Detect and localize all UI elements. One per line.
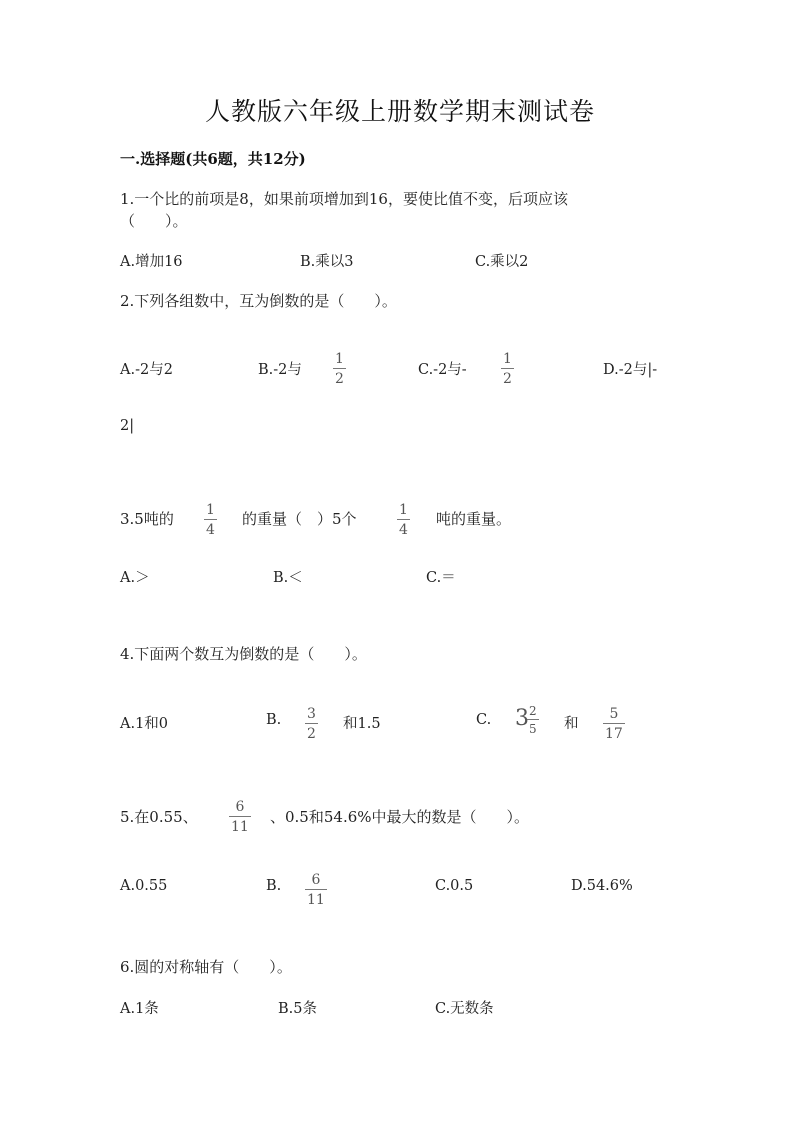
question-1-option-a[interactable]: A.增加16 — [120, 254, 183, 270]
fraction-denominator: 2 — [305, 723, 318, 741]
question-5-stem-start: 5.在0.55、 — [120, 808, 198, 826]
question-1-stem-line2: （ ）。 — [120, 212, 188, 230]
question-3-fraction-1 — [204, 503, 217, 537]
fraction-denominator: 11 — [305, 889, 327, 907]
question-2-option-b[interactable]: B.-2与 — [258, 362, 302, 378]
question-4-option-c-and: 和 — [564, 716, 579, 732]
question-3-option-c[interactable]: C.＝ — [426, 570, 456, 586]
question-4-option-b-label[interactable]: B. — [266, 712, 282, 728]
question-3-stem-end: 吨的重量。 — [436, 510, 512, 528]
question-4-option-b-text: 和1.5 — [343, 716, 381, 732]
question-5-option-b-label[interactable]: B. — [266, 878, 282, 894]
question-4-stem: 4.下面两个数互为倒数的是（ ）。 — [120, 645, 367, 663]
fraction-numerator: 1 — [503, 351, 512, 367]
question-1-option-b[interactable]: B.乘以3 — [300, 254, 354, 270]
question-5-fraction — [229, 800, 251, 834]
fraction-denominator: 11 — [229, 816, 251, 834]
fraction-denominator: 2 — [501, 368, 514, 386]
question-5-option-b-fraction — [305, 873, 327, 907]
question-4-option-a[interactable]: A.1和0 — [120, 716, 169, 732]
question-6-option-b[interactable]: B.5条 — [278, 1001, 317, 1017]
question-5-option-d[interactable]: D.54.6% — [571, 878, 633, 894]
fraction-numerator: 1 — [206, 502, 215, 518]
question-4-option-b-fraction — [305, 707, 318, 741]
question-3-stem-start: 3.5吨的 — [120, 510, 174, 528]
question-4-option-c-label[interactable]: C. — [476, 712, 492, 728]
fraction-numerator: 1 — [399, 502, 408, 518]
question-6-stem: 6.圆的对称轴有（ ）。 — [120, 958, 292, 976]
question-1-option-c[interactable]: C.乘以2 — [475, 254, 529, 270]
fraction-numerator: 5 — [609, 706, 619, 722]
question-2-option-c-fraction — [501, 352, 514, 386]
question-3-option-b[interactable]: B.＜ — [273, 570, 303, 586]
question-1-stem-line1: 1.一个比的前项是8，如果前项增加到16，要使比值不变，后项应该 — [120, 190, 568, 208]
question-2-stem: 2.下列各组数中，互为倒数的是（ ）。 — [120, 292, 397, 310]
question-2-option-a[interactable]: A.-2与2 — [120, 362, 173, 378]
question-3-stem-middle: 的重量（ ）5个 — [242, 510, 357, 528]
fraction-numerator: 1 — [335, 351, 344, 367]
question-2-option-b-fraction — [333, 352, 346, 386]
question-4-option-c-whole: 3 — [515, 706, 529, 731]
fraction-denominator: 17 — [603, 723, 625, 741]
question-3-option-a[interactable]: A.＞ — [120, 570, 150, 586]
question-2-option-c[interactable]: C.-2与- — [418, 362, 467, 378]
question-5-option-a[interactable]: A.0.55 — [120, 878, 168, 894]
question-2-option-d-continued: 2| — [120, 418, 135, 434]
fraction-denominator: 2 — [333, 368, 346, 386]
question-6-option-a[interactable]: A.1条 — [120, 1001, 159, 1017]
fraction-denominator: 5 — [527, 719, 539, 735]
question-4-option-c-fraction-2 — [603, 707, 625, 741]
question-2-option-d[interactable]: D.-2与|- — [603, 362, 658, 378]
question-4-option-c-fraction — [527, 705, 539, 735]
page-title: 人教版六年级上册数学期末测试卷 — [204, 97, 595, 126]
question-6-option-c[interactable]: C.无数条 — [435, 1001, 494, 1017]
section-heading: 一.选择题(共6题，共12分) — [120, 150, 306, 168]
fraction-denominator: 4 — [204, 519, 217, 537]
question-3-fraction-2 — [397, 503, 410, 537]
fraction-numerator: 3 — [307, 706, 316, 722]
fraction-denominator: 4 — [397, 519, 410, 537]
fraction-numerator: 6 — [311, 872, 321, 888]
fraction-numerator: 2 — [529, 704, 537, 718]
question-5-stem-end: 、0.5和54.6%中最大的数是（ ）。 — [270, 808, 530, 826]
fraction-numerator: 6 — [235, 799, 245, 815]
question-5-option-c[interactable]: C.0.5 — [435, 878, 474, 894]
